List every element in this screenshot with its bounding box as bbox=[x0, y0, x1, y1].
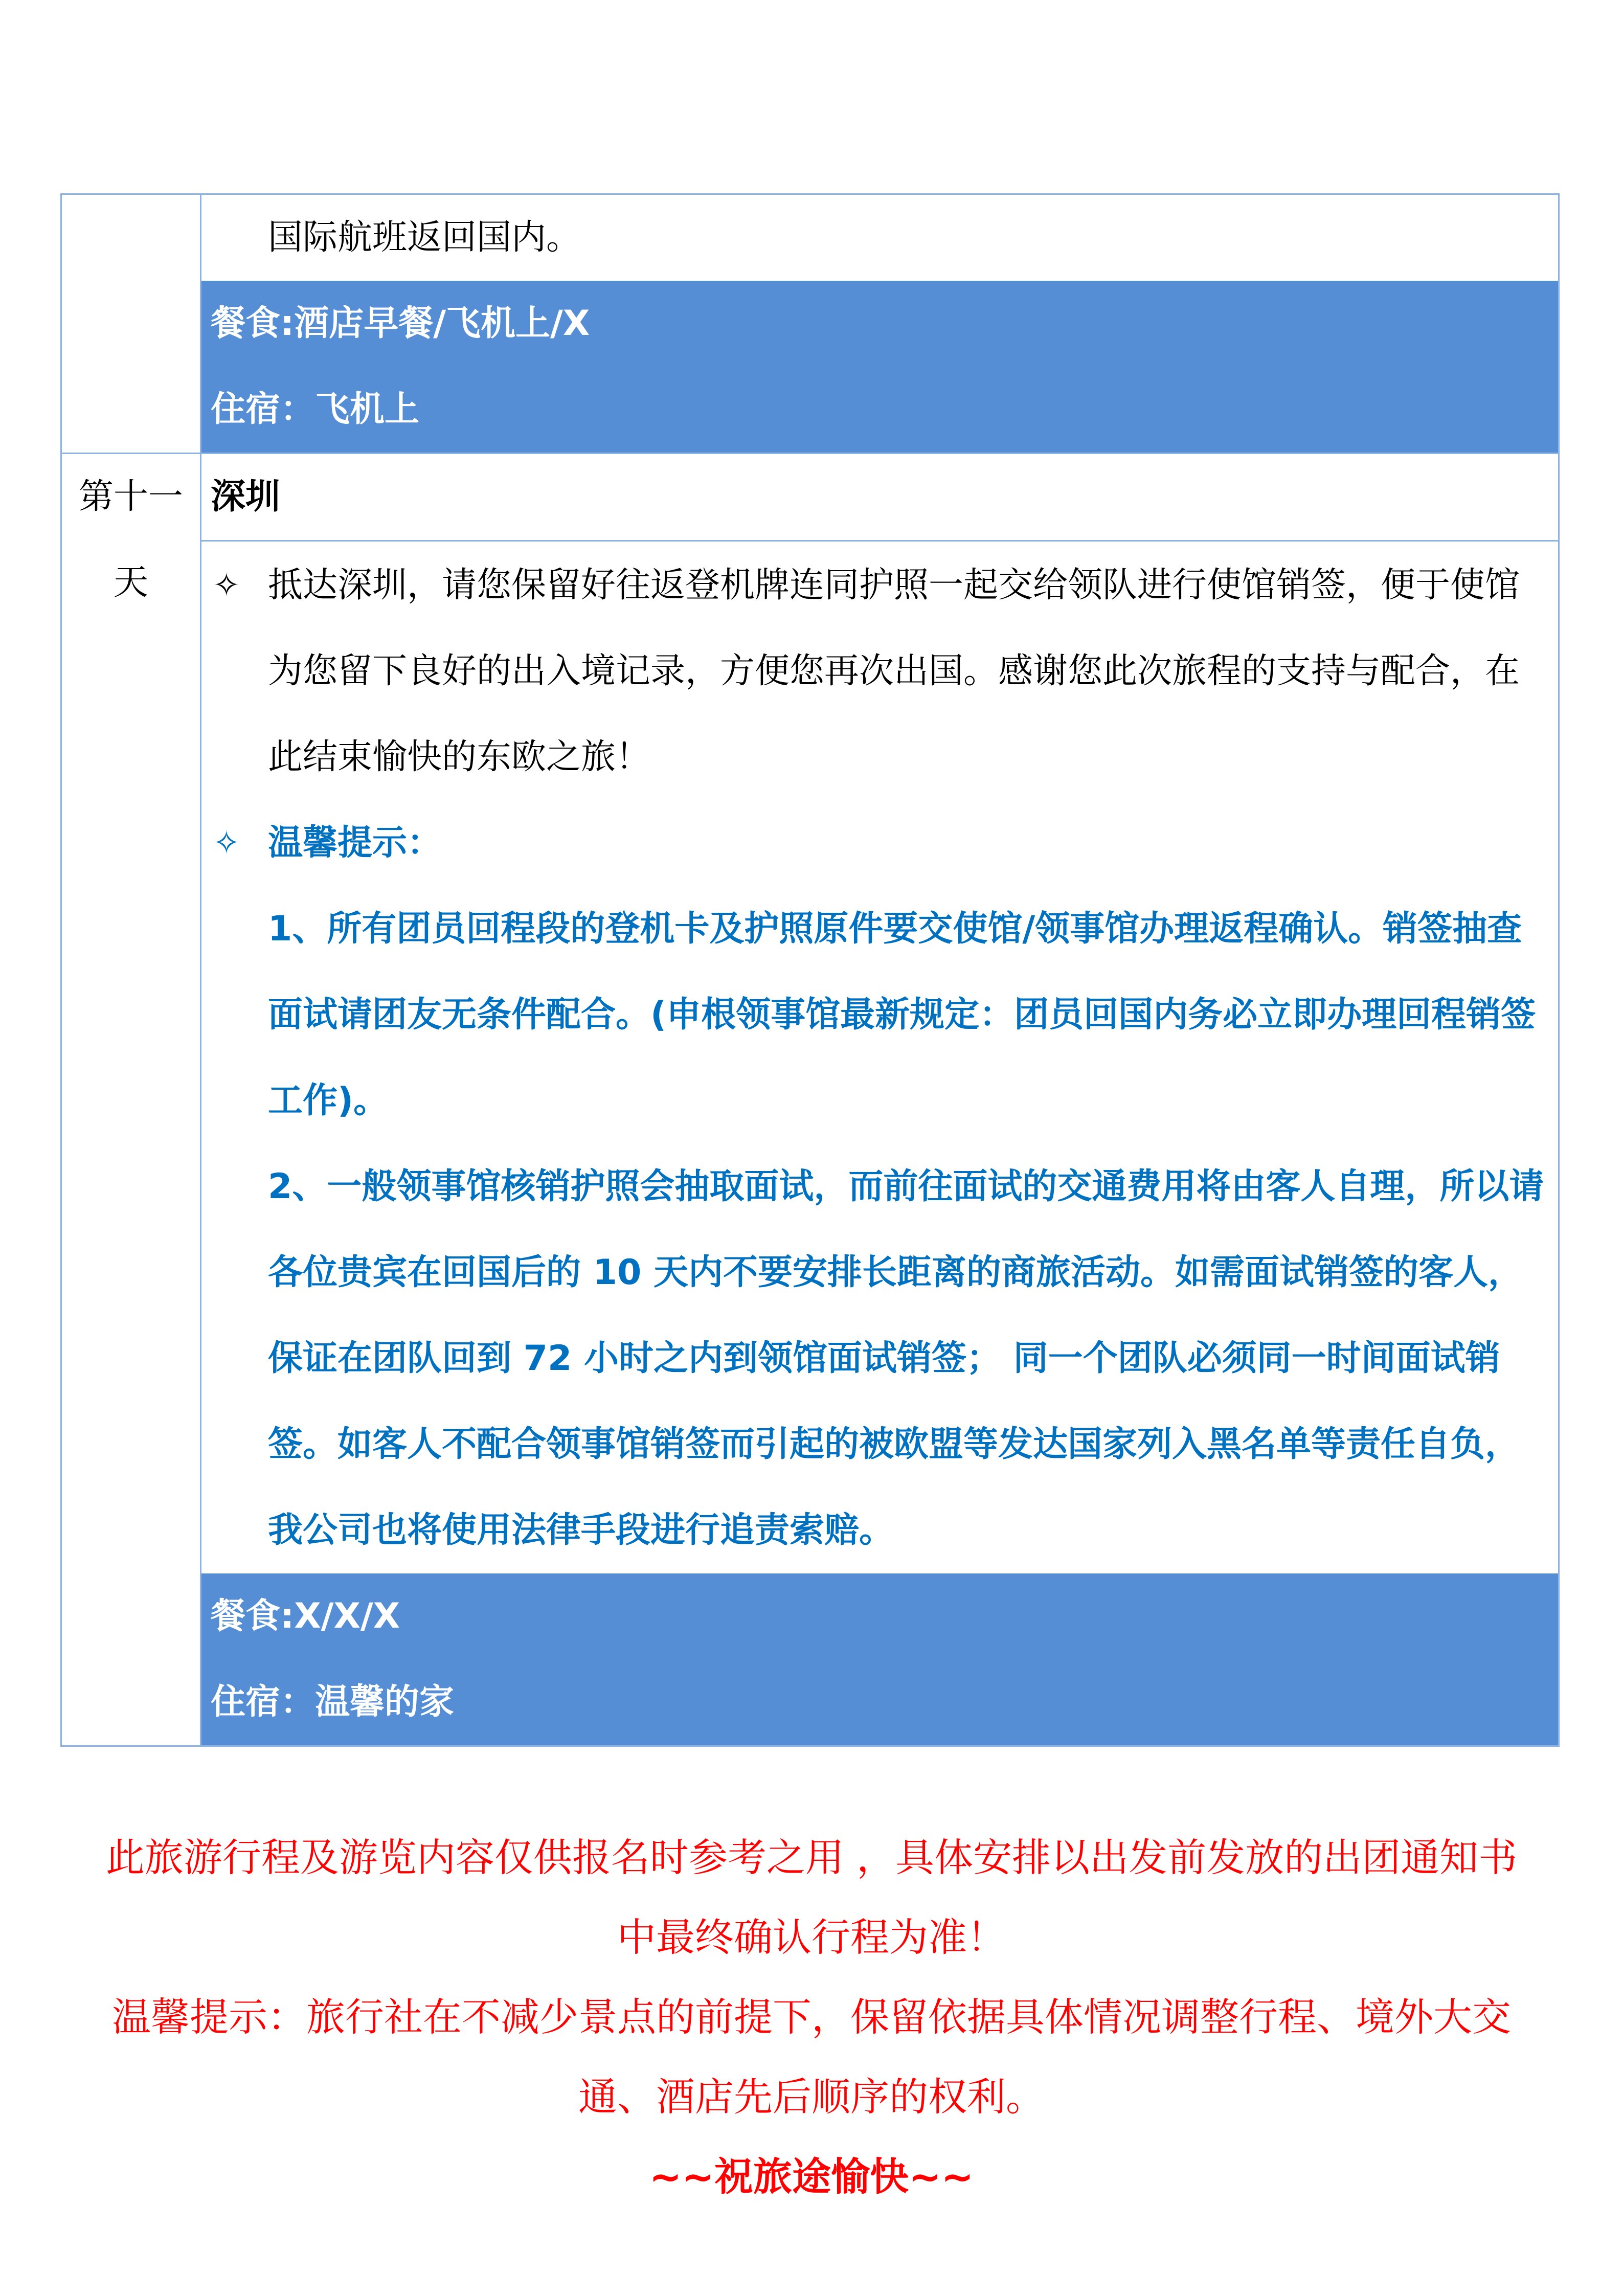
prev-day-meal-band bbox=[201, 281, 1558, 453]
day-11-city: 深圳 bbox=[201, 454, 1558, 542]
day-11-meals: 餐食:X/X/X bbox=[211, 1596, 400, 1636]
prev-day-content-cell bbox=[201, 194, 1559, 454]
day-11-tip-1: 1、所有团员回程段的登机卡及护照原件要交使馆/领事馆办理返程确认。销签抽查面试请团友无条件配合。(申根领事馆最新规定：团员回国内务必立即办理回程销签工作)。 bbox=[268, 909, 1536, 1121]
star-bullet-icon: ✧ bbox=[213, 567, 240, 604]
star-bullet-icon: ✧ bbox=[213, 824, 240, 862]
day-11-tip-title: ✧ 温馨提示： bbox=[201, 800, 1558, 886]
day-11-arrival-paragraph: ✧ 抵达深圳，请您保留好往返登机牌连同护照一起交给领队进行使馆销签，便于使馆为您留下良好的出入境记录，方便您再次出国。感谢您此次旅程的支持与配合，在此结束愉快的东欧之旅！ bbox=[201, 543, 1558, 800]
farewell-wish: ~~祝旅途愉快~~ bbox=[649, 2154, 974, 2199]
day-11-meal-band bbox=[201, 1573, 1558, 1745]
reminder-text: 温馨提示：旅行社在不减少景点的前提下，保留依据具体情况调整行程、境外大交通、酒店先后顺序的权利。 bbox=[112, 1994, 1511, 2120]
prev-day-label-cell bbox=[61, 194, 201, 454]
prev-day-hotel: 住宿：飞机上 bbox=[211, 389, 420, 430]
itinerary-table bbox=[60, 193, 1560, 1747]
prev-day-meals: 餐食:酒店早餐/飞机上/X bbox=[211, 303, 590, 344]
day-11-tip-2: 2、一般领事馆核销护照会抽取面试，而前往面试的交通费用将由客人自理，所以请各位贵宾在回国后的 10 天内不要安排长距离的商旅活动。如需面试销签的客人，保证在团队回到 72 小时之内到领馆面试销签； 同一个团队必须同一时间面试销签。如客人不配合领事馆销签而引起的被欧盟等发达国家列入黑名单等责任自负，我公司也将使用法律手段进行追责索赔。 bbox=[268, 1166, 1544, 1550]
day-11-hotel: 住宿：温馨的家 bbox=[211, 1682, 455, 1722]
day-11-label: 第十一天 bbox=[61, 454, 201, 1746]
disclaimer-text: 此旅游行程及游览内容仅供报名时参考之用 ，具体安排以出发前发放的出团通知书中最终确认行程为准！ bbox=[105, 1835, 1518, 1960]
day-11-body bbox=[201, 542, 1558, 1573]
day-11-content-cell bbox=[201, 454, 1559, 1746]
closing-notes bbox=[0, 1818, 1623, 2217]
prev-day-last-line: 国际航班返回国内。 bbox=[268, 217, 581, 258]
